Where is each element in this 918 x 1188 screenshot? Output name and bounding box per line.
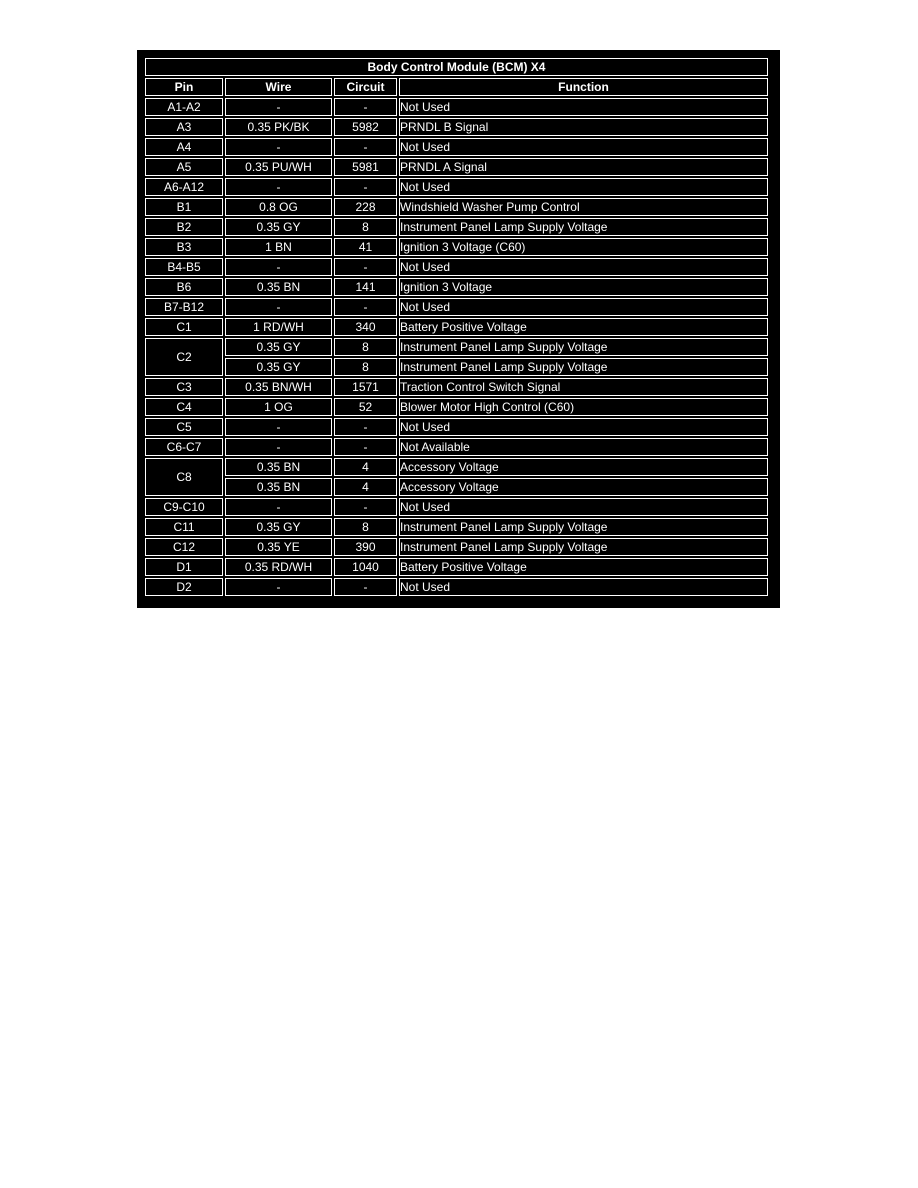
circuit-cell: - xyxy=(334,298,397,316)
pinout-table-frame xyxy=(137,50,780,608)
wire-cell: 0.35 GY xyxy=(225,218,332,236)
circuit-cell: 8 xyxy=(334,338,397,356)
wire-cell: 0.35 GY xyxy=(225,518,332,536)
wire-cell: - xyxy=(225,258,332,276)
function-cell: Ignition 3 Voltage (C60) xyxy=(399,238,768,256)
table-row xyxy=(145,298,768,316)
pin-cell: B7-B12 xyxy=(145,298,223,316)
wire-cell: - xyxy=(225,98,332,116)
header-pin: Pin xyxy=(145,78,223,96)
wire-cell: - xyxy=(225,178,332,196)
wire-cell: - xyxy=(225,578,332,596)
function-cell: Not Used xyxy=(399,98,768,116)
wire-cell: 0.35 YE xyxy=(225,538,332,556)
table-row xyxy=(145,378,768,396)
table-row xyxy=(145,358,768,376)
wire-cell: 0.35 RD/WH xyxy=(225,558,332,576)
circuit-cell: - xyxy=(334,98,397,116)
function-cell: Accessory Voltage xyxy=(399,478,768,496)
function-cell: Instrument Panel Lamp Supply Voltage xyxy=(399,538,768,556)
circuit-cell: 1571 xyxy=(334,378,397,396)
table-row xyxy=(145,238,768,256)
pin-cell: A3 xyxy=(145,118,223,136)
wire-cell: 0.35 GY xyxy=(225,338,332,356)
table-row xyxy=(145,258,768,276)
circuit-cell: 41 xyxy=(334,238,397,256)
pinout-table xyxy=(143,56,770,598)
pin-cell: B3 xyxy=(145,238,223,256)
table-row xyxy=(145,558,768,576)
circuit-cell: 5982 xyxy=(334,118,397,136)
pin-cell: C6-C7 xyxy=(145,438,223,456)
function-cell: Not Used xyxy=(399,138,768,156)
title-row xyxy=(145,58,768,76)
table-row xyxy=(145,118,768,136)
circuit-cell: 8 xyxy=(334,518,397,536)
pin-cell: D2 xyxy=(145,578,223,596)
table-row xyxy=(145,398,768,416)
pin-cell: C8 xyxy=(145,458,223,496)
function-cell: Not Used xyxy=(399,178,768,196)
table-row xyxy=(145,218,768,236)
pin-cell: C5 xyxy=(145,418,223,436)
circuit-cell: 4 xyxy=(334,458,397,476)
function-cell: Blower Motor High Control (C60) xyxy=(399,398,768,416)
wire-cell: - xyxy=(225,498,332,516)
wire-cell: - xyxy=(225,138,332,156)
table-row xyxy=(145,178,768,196)
table-row xyxy=(145,278,768,296)
wire-cell: - xyxy=(225,438,332,456)
pin-cell: C1 xyxy=(145,318,223,336)
circuit-cell: - xyxy=(334,438,397,456)
header-row xyxy=(145,78,768,96)
function-cell: Not Used xyxy=(399,298,768,316)
header-wire: Wire xyxy=(225,78,332,96)
table-row xyxy=(145,318,768,336)
table-row xyxy=(145,518,768,536)
wire-cell: 0.35 PK/BK xyxy=(225,118,332,136)
circuit-cell: 8 xyxy=(334,358,397,376)
circuit-cell: 8 xyxy=(334,218,397,236)
pin-cell: C3 xyxy=(145,378,223,396)
circuit-cell: - xyxy=(334,258,397,276)
table-row xyxy=(145,478,768,496)
pin-cell: C11 xyxy=(145,518,223,536)
circuit-cell: - xyxy=(334,138,397,156)
pin-cell: A5 xyxy=(145,158,223,176)
function-cell: Battery Positive Voltage xyxy=(399,558,768,576)
wire-cell: - xyxy=(225,418,332,436)
wire-cell: 1 RD/WH xyxy=(225,318,332,336)
table-title: Body Control Module (BCM) X4 xyxy=(145,58,768,76)
header-circuit: Circuit xyxy=(334,78,397,96)
pin-cell: A6-A12 xyxy=(145,178,223,196)
circuit-cell: - xyxy=(334,418,397,436)
wire-cell: 0.35 GY xyxy=(225,358,332,376)
pin-cell: B1 xyxy=(145,198,223,216)
wire-cell: 0.35 BN xyxy=(225,278,332,296)
function-cell: Instrument Panel Lamp Supply Voltage xyxy=(399,518,768,536)
circuit-cell: - xyxy=(334,178,397,196)
pin-cell: C2 xyxy=(145,338,223,376)
function-cell: Accessory Voltage xyxy=(399,458,768,476)
pin-cell: C9-C10 xyxy=(145,498,223,516)
function-cell: Instrument Panel Lamp Supply Voltage xyxy=(399,358,768,376)
table-row xyxy=(145,498,768,516)
table-row xyxy=(145,538,768,556)
wire-cell: 0.35 PU/WH xyxy=(225,158,332,176)
table-body xyxy=(145,98,768,596)
pin-cell: B2 xyxy=(145,218,223,236)
table-row xyxy=(145,438,768,456)
circuit-cell: - xyxy=(334,498,397,516)
table-row xyxy=(145,158,768,176)
header-function: Function xyxy=(399,78,768,96)
function-cell: PRNDL A Signal xyxy=(399,158,768,176)
function-cell: PRNDL B Signal xyxy=(399,118,768,136)
circuit-cell: 390 xyxy=(334,538,397,556)
pin-cell: C4 xyxy=(145,398,223,416)
wire-cell: 0.35 BN/WH xyxy=(225,378,332,396)
table-row xyxy=(145,578,768,596)
pin-cell: A1-A2 xyxy=(145,98,223,116)
circuit-cell: 141 xyxy=(334,278,397,296)
function-cell: Not Used xyxy=(399,258,768,276)
function-cell: Instrument Panel Lamp Supply Voltage xyxy=(399,218,768,236)
function-cell: Not Available xyxy=(399,438,768,456)
table-row xyxy=(145,198,768,216)
function-cell: Instrument Panel Lamp Supply Voltage xyxy=(399,338,768,356)
pin-cell: B6 xyxy=(145,278,223,296)
circuit-cell: 340 xyxy=(334,318,397,336)
wire-cell: 0.8 OG xyxy=(225,198,332,216)
circuit-cell: 4 xyxy=(334,478,397,496)
pin-cell: B4-B5 xyxy=(145,258,223,276)
wire-cell: - xyxy=(225,298,332,316)
function-cell: Ignition 3 Voltage xyxy=(399,278,768,296)
function-cell: Windshield Washer Pump Control xyxy=(399,198,768,216)
table-row xyxy=(145,458,768,476)
table-row xyxy=(145,418,768,436)
circuit-cell: 1040 xyxy=(334,558,397,576)
circuit-cell: 5981 xyxy=(334,158,397,176)
function-cell: Not Used xyxy=(399,418,768,436)
circuit-cell: 228 xyxy=(334,198,397,216)
table-row xyxy=(145,138,768,156)
pin-cell: C12 xyxy=(145,538,223,556)
circuit-cell: - xyxy=(334,578,397,596)
function-cell: Battery Positive Voltage xyxy=(399,318,768,336)
function-cell: Not Used xyxy=(399,578,768,596)
wire-cell: 1 BN xyxy=(225,238,332,256)
pin-cell: A4 xyxy=(145,138,223,156)
function-cell: Not Used xyxy=(399,498,768,516)
table-row xyxy=(145,98,768,116)
wire-cell: 1 OG xyxy=(225,398,332,416)
table-row xyxy=(145,338,768,356)
wire-cell: 0.35 BN xyxy=(225,478,332,496)
function-cell: Traction Control Switch Signal xyxy=(399,378,768,396)
wire-cell: 0.35 BN xyxy=(225,458,332,476)
pin-cell: D1 xyxy=(145,558,223,576)
circuit-cell: 52 xyxy=(334,398,397,416)
